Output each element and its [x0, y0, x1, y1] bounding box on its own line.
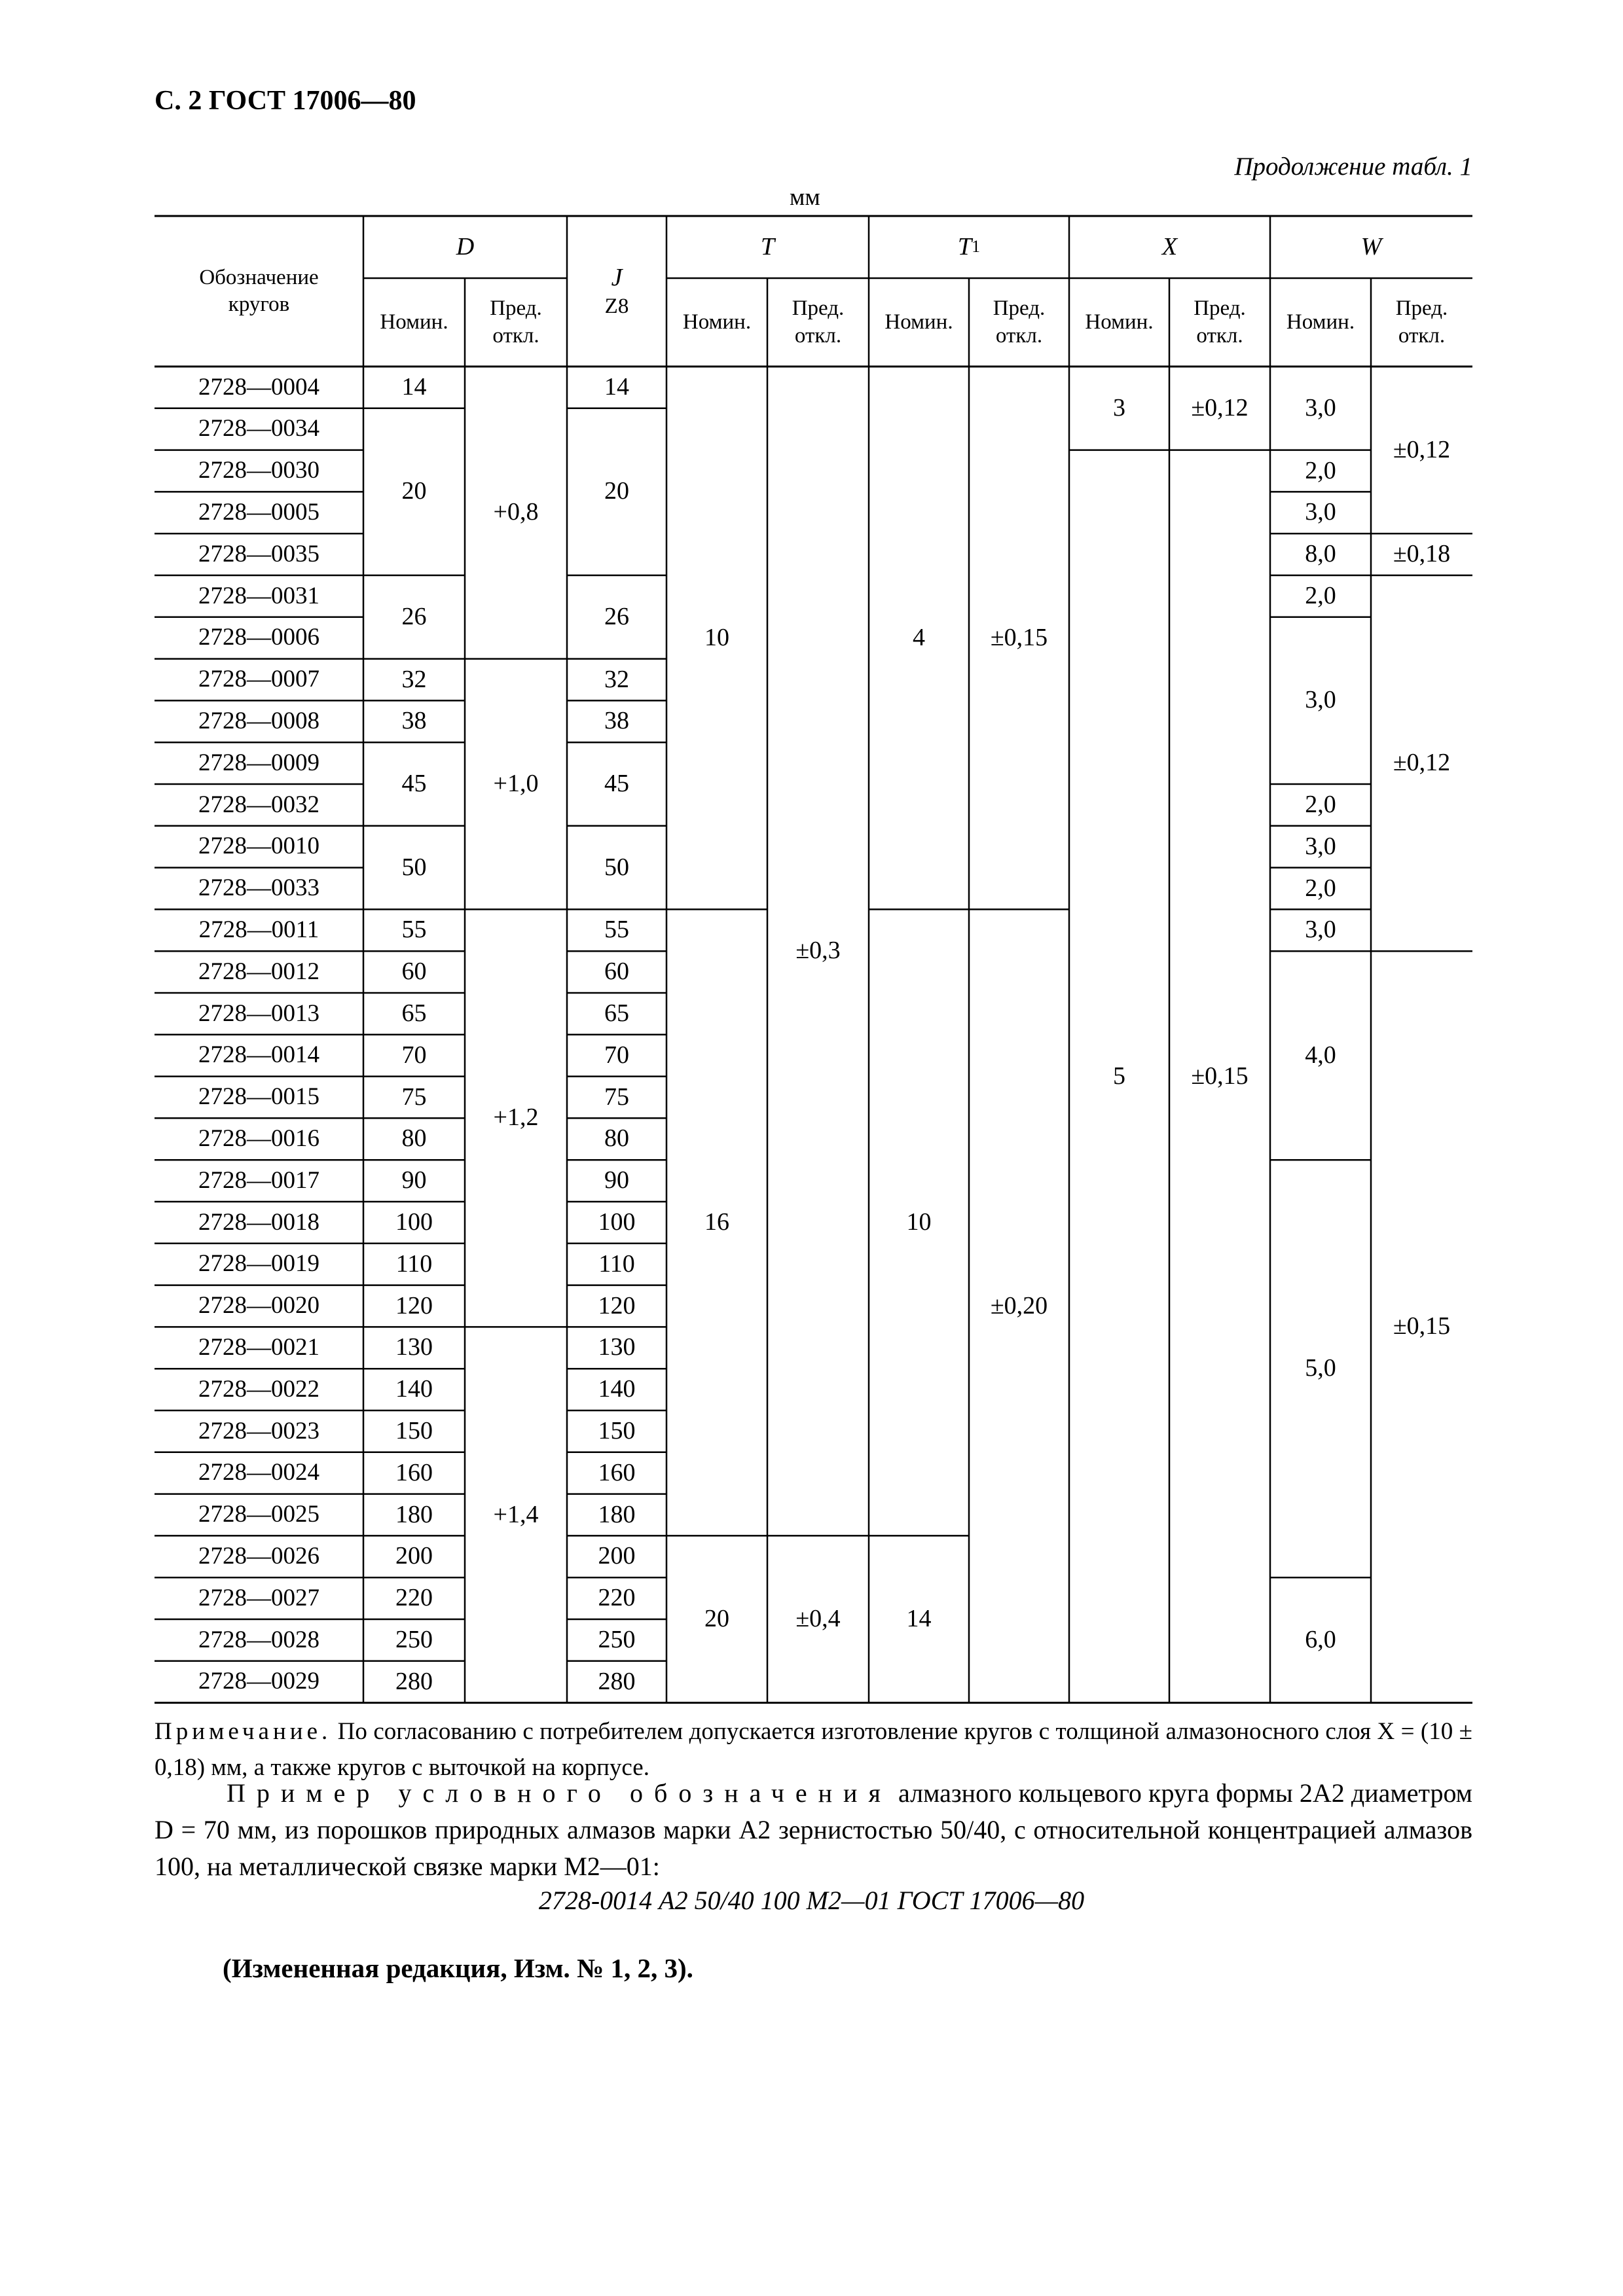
header-T1-symbol: T — [957, 232, 972, 260]
J-nominal: 130 — [598, 1333, 636, 1361]
header-W: W — [1360, 232, 1382, 260]
D-nominal: 280 — [395, 1667, 433, 1695]
W-nominal: 4,0 — [1305, 1041, 1336, 1069]
W-nominal: 3,0 — [1305, 498, 1336, 526]
row-designation: 2728—0004 — [198, 373, 319, 401]
row-designation: 2728—0030 — [198, 457, 319, 484]
D-nominal: 150 — [395, 1417, 433, 1444]
D-tolerance: +1,4 — [493, 1500, 539, 1528]
header-tolerance: Пред. откл. — [792, 296, 845, 348]
J-nominal: 160 — [598, 1458, 636, 1486]
note-text: По согласованию с потребителем допускается изготовление кругов с толщиной алмазоносного слоя X = (10 ± 0,18) мм, а также кругов с выточкой на корпусе. — [155, 1718, 1472, 1781]
row-designation: 2728—0022 — [198, 1375, 319, 1403]
row-designation: 2728—0028 — [198, 1626, 319, 1653]
W-nominal: 3,0 — [1305, 916, 1336, 944]
W-tolerance: ±0,12 — [1393, 435, 1451, 463]
J-nominal: 20 — [604, 477, 629, 505]
row-designation: 2728—0019 — [198, 1250, 319, 1278]
row-designation: 2728—0014 — [198, 1041, 319, 1069]
J-nominal: 140 — [598, 1375, 636, 1403]
W-nominal: 2,0 — [1305, 582, 1336, 609]
J-nominal: 60 — [604, 958, 629, 986]
row-designation: 2728—0010 — [198, 833, 319, 860]
header-tolerance: Пред. откл. — [1194, 296, 1246, 348]
D-nominal: 90 — [401, 1166, 427, 1194]
header-J — [567, 216, 666, 367]
W-nominal: 3,0 — [1305, 393, 1336, 422]
D-nominal: 180 — [395, 1500, 433, 1528]
header-T1 — [869, 216, 1069, 278]
J-nominal: 32 — [604, 665, 629, 693]
D-nominal: 80 — [401, 1124, 427, 1153]
D-tolerance: +1,2 — [493, 1103, 539, 1132]
row-designation: 2728—0015 — [198, 1083, 319, 1111]
row-designation: 2728—0027 — [198, 1584, 319, 1611]
D-nominal: 55 — [401, 916, 427, 944]
header-designation: Обозначение кругов — [199, 265, 319, 316]
W-nominal: 8,0 — [1305, 540, 1336, 568]
W-nominal: 6,0 — [1305, 1625, 1336, 1653]
row-designation: 2728—0016 — [198, 1124, 319, 1152]
W-nominal: 5,0 — [1305, 1354, 1336, 1382]
row-designation: 2728—0031 — [198, 582, 319, 609]
D-nominal: 250 — [395, 1626, 433, 1653]
header-J-fit: Z8 — [604, 295, 629, 319]
J-nominal: 80 — [604, 1124, 629, 1153]
row-designation: 2728—0025 — [198, 1501, 319, 1528]
J-nominal: 75 — [604, 1083, 629, 1111]
T-tolerance: ±0,4 — [795, 1605, 841, 1633]
header-T: T — [760, 232, 775, 260]
row-designation: 2728—0034 — [198, 415, 319, 442]
row-designation: 2728—0020 — [198, 1292, 319, 1319]
J-nominal: 26 — [604, 602, 629, 630]
designation-formula: 2728-0014 А2 50/40 100 М2—01 ГОСТ 17006—80 — [538, 1886, 1085, 1915]
row-designation: 2728—0007 — [198, 666, 319, 693]
page-title: С. 2 ГОСТ 17006—80 — [155, 86, 416, 116]
row-designation: 2728—0033 — [198, 874, 319, 902]
D-nominal: 38 — [401, 707, 427, 735]
row-designation: 2728—0032 — [198, 791, 319, 818]
X-nominal: 5 — [1113, 1062, 1125, 1090]
J-nominal: 100 — [598, 1208, 636, 1236]
J-nominal: 200 — [598, 1542, 636, 1570]
header-nominal: Номин. — [1286, 310, 1355, 334]
D-nominal: 120 — [395, 1291, 433, 1319]
row-designation: 2728—0029 — [198, 1668, 319, 1695]
row-designation: 2728—0012 — [198, 958, 319, 985]
W-nominal: 3,0 — [1305, 686, 1336, 714]
revision-note: (Измененная редакция, Изм. № 1, 2, 3). — [223, 1953, 693, 1983]
T1-tolerance: ±0,15 — [990, 623, 1048, 651]
header-nominal: Номин. — [1085, 310, 1154, 334]
J-nominal: 55 — [604, 916, 629, 944]
D-nominal: 70 — [401, 1041, 427, 1069]
example-label: Пример условного обозначения — [227, 1778, 892, 1808]
J-nominal: 45 — [604, 770, 629, 798]
row-designation: 2728—0006 — [198, 624, 319, 651]
D-nominal: 26 — [401, 602, 427, 630]
J-nominal: 120 — [598, 1291, 636, 1319]
D-nominal: 32 — [401, 665, 427, 693]
header-J-symbol: J — [611, 263, 623, 291]
row-designation: 2728—0005 — [198, 498, 319, 526]
row-designation: 2728—0023 — [198, 1417, 319, 1444]
D-nominal: 50 — [401, 853, 427, 881]
D-nominal: 200 — [395, 1542, 433, 1570]
header-tolerance: Пред. откл. — [1395, 296, 1448, 348]
D-nominal: 60 — [401, 958, 427, 986]
W-tolerance: ±0,18 — [1393, 540, 1451, 568]
T1-nominal: 4 — [913, 623, 925, 651]
D-tolerance: +0,8 — [493, 498, 539, 526]
row-designation: 2728—0009 — [198, 749, 319, 776]
D-nominal: 45 — [401, 770, 427, 798]
J-nominal: 220 — [598, 1584, 636, 1612]
X-tolerance: ±0,15 — [1191, 1062, 1249, 1090]
header-nominal: Номин. — [884, 310, 953, 334]
W-nominal: 2,0 — [1305, 791, 1336, 818]
row-designation: 2728—0011 — [198, 916, 319, 943]
row-designation: 2728—0013 — [198, 999, 319, 1027]
example-text: алмазного кольцевого круга формы 2А2 диаметром D = 70 мм, из порошков природных алмазов марки А2 зернистостью 50/40, с относительной концентрацией алмазов 100, на металлической связке марки М2—01: — [155, 1778, 1472, 1881]
table-continuation-caption: Продолжение табл. 1 — [1234, 152, 1472, 181]
D-nominal: 220 — [395, 1584, 433, 1612]
designation-example — [155, 1775, 1472, 1885]
D-nominal: 100 — [395, 1208, 433, 1236]
D-nominal: 160 — [395, 1458, 433, 1486]
D-nominal: 14 — [401, 373, 427, 401]
D-nominal: 20 — [401, 477, 427, 505]
T-nominal: 10 — [704, 623, 729, 651]
W-tolerance: ±0,12 — [1393, 749, 1451, 777]
W-tolerance: ±0,15 — [1393, 1312, 1451, 1340]
T-nominal: 16 — [704, 1208, 729, 1236]
J-nominal: 180 — [598, 1500, 636, 1528]
J-nominal: 90 — [604, 1166, 629, 1194]
J-nominal: 65 — [604, 999, 629, 1027]
header-tolerance: Пред. откл. — [490, 296, 542, 348]
row-designation: 2728—0018 — [198, 1208, 319, 1236]
J-nominal: 50 — [604, 853, 629, 881]
T1-tolerance: ±0,20 — [990, 1291, 1048, 1319]
J-nominal: 150 — [598, 1417, 636, 1444]
row-designation: 2728—0035 — [198, 540, 319, 567]
D-nominal: 110 — [395, 1249, 433, 1278]
row-designation: 2728—0021 — [198, 1333, 319, 1361]
J-nominal: 14 — [604, 373, 629, 401]
T1-nominal: 10 — [906, 1208, 932, 1236]
T1-nominal: 14 — [906, 1605, 932, 1633]
T-nominal: 20 — [704, 1605, 729, 1633]
T-tolerance: ±0,3 — [795, 937, 841, 965]
X-tolerance: ±0,12 — [1191, 393, 1249, 422]
W-nominal: 2,0 — [1305, 456, 1336, 484]
header-D: D — [456, 232, 475, 260]
D-nominal: 140 — [395, 1375, 433, 1403]
note-label: Примечание. — [155, 1718, 332, 1745]
J-nominal: 70 — [604, 1041, 629, 1069]
W-nominal: 3,0 — [1305, 832, 1336, 860]
header-tolerance: Пред. откл. — [993, 296, 1046, 348]
X-nominal: 3 — [1113, 393, 1125, 422]
header-X: X — [1161, 232, 1178, 260]
header-nominal: Номин. — [682, 310, 752, 334]
J-nominal: 110 — [598, 1249, 635, 1278]
row-designation: 2728—0008 — [198, 707, 319, 734]
row-designation: 2728—0024 — [198, 1459, 319, 1486]
units-label: мм — [790, 184, 820, 211]
header-T1-subscript: 1 — [972, 237, 981, 257]
J-nominal: 250 — [598, 1626, 636, 1653]
row-designation: 2728—0026 — [198, 1542, 319, 1570]
W-nominal: 2,0 — [1305, 874, 1336, 902]
D-nominal: 130 — [395, 1333, 433, 1361]
header-nominal: Номин. — [380, 310, 448, 334]
row-designation: 2728—0017 — [198, 1166, 319, 1194]
D-nominal: 75 — [401, 1083, 427, 1111]
J-nominal: 280 — [598, 1667, 636, 1695]
J-nominal: 38 — [604, 707, 629, 735]
D-tolerance: +1,0 — [493, 770, 539, 798]
D-nominal: 65 — [401, 999, 427, 1027]
